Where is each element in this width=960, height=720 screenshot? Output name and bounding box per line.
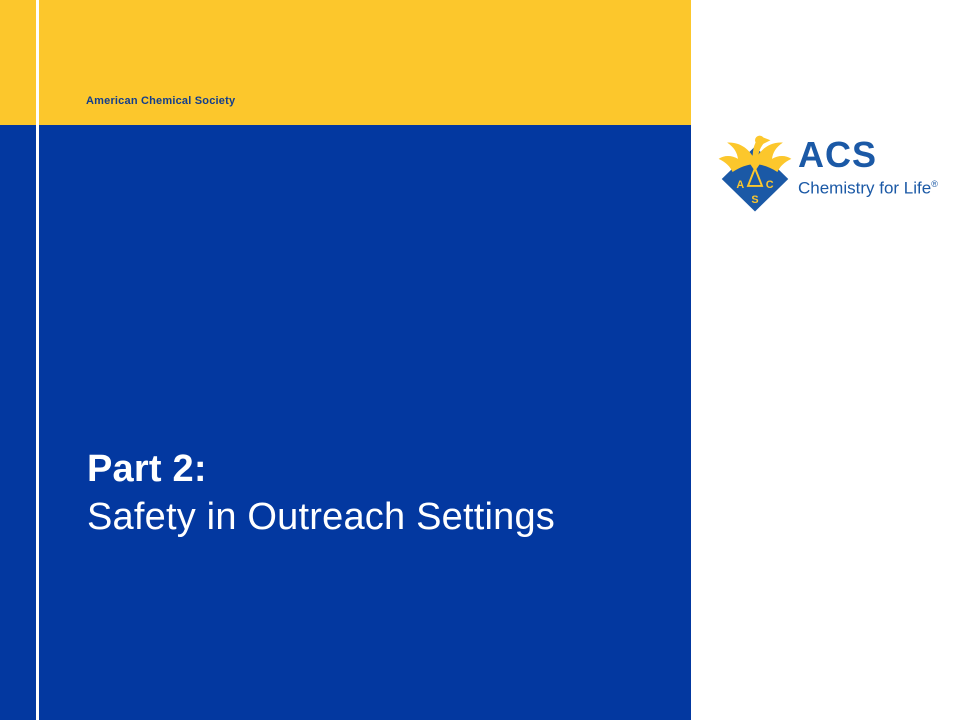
registered-trademark-symbol: ® xyxy=(931,179,938,189)
acs-tagline-label: Chemistry for Life xyxy=(798,178,932,198)
acs-emblem-icon xyxy=(716,131,794,213)
emblem-letter-c: C xyxy=(765,179,774,192)
slide-title-part-label: Part 2: xyxy=(87,448,207,490)
slide-title xyxy=(87,445,555,541)
acs-tagline xyxy=(798,175,938,198)
org-name-label: American Chemical Society xyxy=(86,95,236,107)
acs-acronym-label: ACS xyxy=(798,134,878,175)
acs-logo xyxy=(716,131,938,213)
emblem-letter-s: S xyxy=(751,193,759,206)
main-blue-band xyxy=(0,125,691,720)
acs-logotype xyxy=(798,134,938,198)
slide-title-text: Safety in Outreach Settings xyxy=(87,496,555,538)
vertical-divider-line xyxy=(36,0,39,720)
emblem-letter-a: A xyxy=(736,179,745,192)
